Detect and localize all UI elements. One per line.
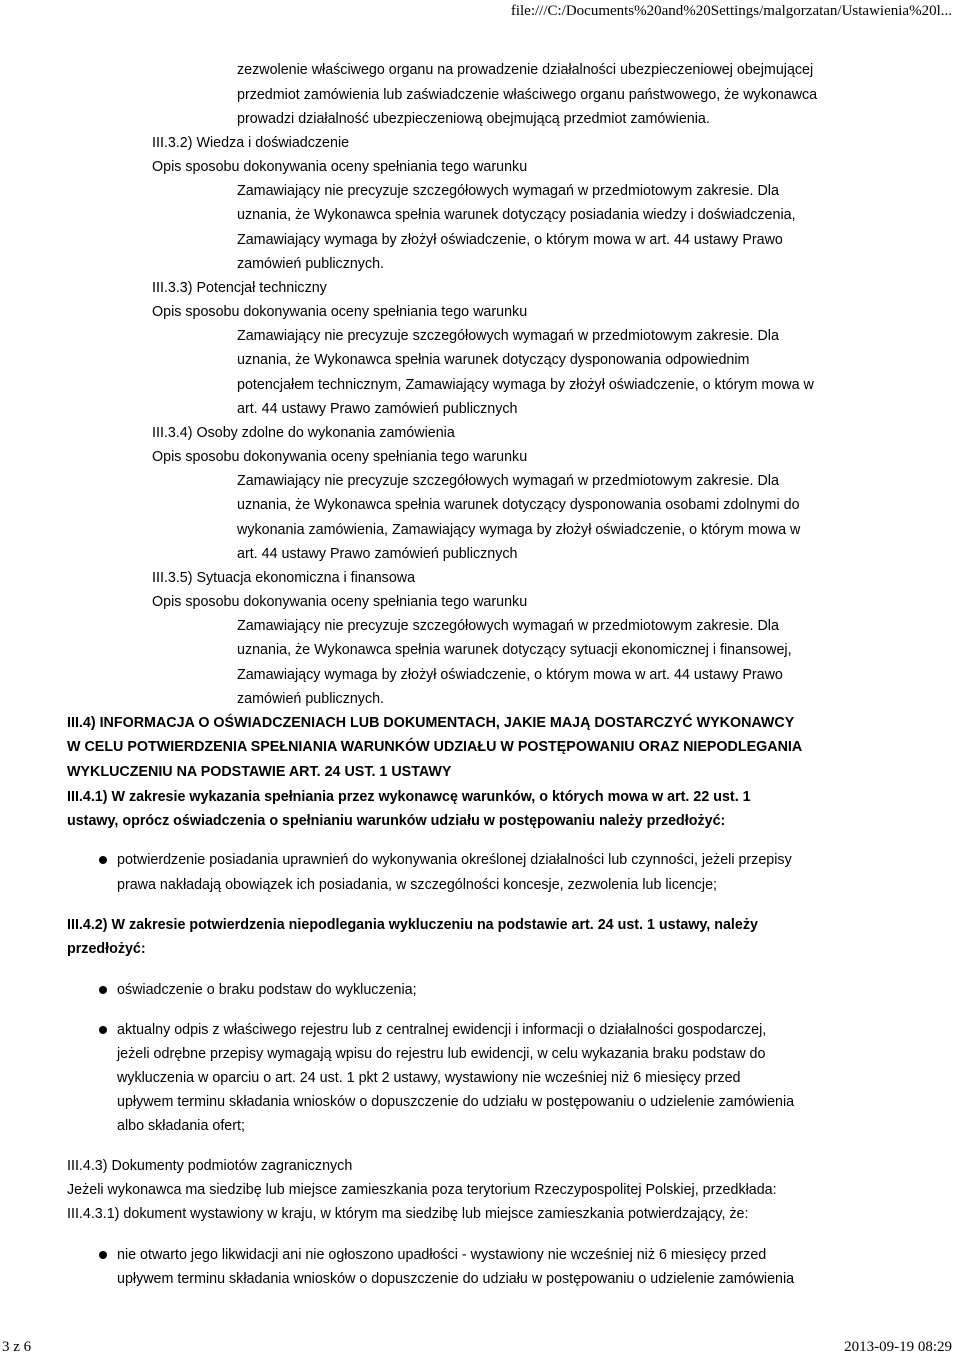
text-line: przedmiot zamówienia lub zaświadczenie właściwego organu państwowego, że wykonawca bbox=[237, 87, 818, 103]
text-line: uznania, że Wykonawca spełnia warunek dotyczący dysponowania odpowiednim bbox=[237, 352, 750, 368]
text-line: III.4.3.1) dokument wystawiony w kraju, w którym ma siedzibę lub miejsce zamieszkania potwierdzający, że: bbox=[67, 1206, 749, 1222]
section-heading: W CELU POTWIERDZENIA SPEŁNIANIA WARUNKÓW UDZIAŁU W POSTĘPOWANIU ORAZ NIEPODLEGANIA bbox=[67, 739, 803, 755]
section-heading: III.3.2) Wiedza i doświadczenie bbox=[152, 135, 350, 151]
text-line: uznania, że Wykonawca spełnia warunek dotyczący dysponowania osobami zdolnymi do bbox=[237, 497, 800, 513]
text-line: zamówień publicznych. bbox=[237, 256, 385, 272]
subsection-heading: Opis sposobu dokonywania oceny spełniania tego warunku bbox=[152, 594, 528, 610]
text-line: prowadzi działalność ubezpieczeniową obejmującą przedmiot zamówienia. bbox=[237, 111, 710, 127]
page-number: 3 z 6 bbox=[2, 1339, 32, 1355]
text-line: Zamawiający nie precyzuje szczegółowych wymagań w przedmiotowym zakresie. Dla bbox=[237, 328, 779, 344]
section-heading: przedłożyć: bbox=[67, 941, 146, 957]
list-item: prawa nakładają obowiązek ich posiadania, w szczególności koncesje, zezwolenia lub licencje; bbox=[117, 877, 718, 893]
text-line: Zamawiający nie precyzuje szczegółowych wymagań w przedmiotowym zakresie. Dla bbox=[237, 183, 779, 199]
section-heading: III.4.1) W zakresie wykazania spełniania przez wykonawcę warunków, o których mowa w art. 22 ust. 1 bbox=[67, 789, 751, 805]
section-heading: III.4.3) Dokumenty podmiotów zagranicznych bbox=[67, 1158, 353, 1174]
text-line: Zamawiający nie precyzuje szczegółowych wymagań w przedmiotowym zakresie. Dla bbox=[237, 473, 779, 489]
bullet-icon bbox=[99, 986, 107, 994]
section-heading: III.4) INFORMACJA O OŚWIADCZENIACH LUB DOKUMENTACH, JAKIE MAJĄ DOSTARCZYĆ WYKONAWCY bbox=[67, 715, 795, 731]
section-heading: WYKLUCZENIU NA PODSTAWIE ART. 24 UST. 1 USTAWY bbox=[67, 764, 452, 780]
list-item: upływem terminu składania wniosków o dopuszczenie do udziału w postępowaniu o udzielenie zamówienia bbox=[117, 1271, 795, 1287]
section-heading: III.3.5) Sytuacja ekonomiczna i finansowa bbox=[152, 570, 416, 586]
text-line: zamówień publicznych. bbox=[237, 691, 385, 707]
bullet-icon bbox=[99, 1026, 107, 1034]
section-heading: III.3.3) Potencjał techniczny bbox=[152, 280, 327, 296]
list-item: potwierdzenie posiadania uprawnień do wykonywania określonej działalności lub czynności, jeżeli przepisy bbox=[117, 852, 792, 868]
bullet-icon bbox=[99, 856, 107, 864]
text-line: Zamawiający wymaga by złożył oświadczenie, o którym mowa w art. 44 ustawy Prawo bbox=[237, 232, 783, 248]
text-line: zezwolenie właściwego organu na prowadzenie działalności ubezpieczeniowej obejmującej bbox=[237, 62, 814, 78]
list-item: upływem terminu składania wniosków o dopuszczenie do udziału w postępowaniu o udzielenie zamówienia bbox=[117, 1094, 795, 1110]
file-path-header: file:///C:/Documents%20and%20Settings/malgorzatan/Ustawienia%20l... bbox=[510, 3, 952, 19]
list-item: aktualny odpis z właściwego rejestru lub z centralnej ewidencji i informacji o działalności gospodarczej, bbox=[117, 1022, 767, 1038]
list-item: jeżeli odrębne przepisy wymagają wpisu do rejestru lub ewidencji, w celu wykazania braku podstaw do bbox=[117, 1046, 766, 1062]
subsection-heading: Opis sposobu dokonywania oceny spełniania tego warunku bbox=[152, 159, 528, 175]
text-line: Zamawiający wymaga by złożył oświadczenie, o którym mowa w art. 44 ustawy Prawo bbox=[237, 667, 783, 683]
text-line: potencjałem technicznym, Zamawiający wymaga by złożył oświadczenie, o którym mowa w bbox=[237, 377, 814, 393]
text-line: wykonania zamówienia, Zamawiający wymaga by złożył oświadczenie, o którym mowa w bbox=[237, 522, 801, 538]
print-datetime: 2013-09-19 08:29 bbox=[844, 1339, 952, 1355]
bullet-icon bbox=[99, 1251, 107, 1259]
list-item: wykluczenia w oparciu o art. 24 ust. 1 pkt 2 ustawy, wystawiony nie wcześniej niż 6 miesięcy przed bbox=[117, 1070, 741, 1086]
subsection-heading: Opis sposobu dokonywania oceny spełniania tego warunku bbox=[152, 449, 528, 465]
text-line: uznania, że Wykonawca spełnia warunek dotyczący posiadania wiedzy i doświadczenia, bbox=[237, 207, 796, 223]
text-line: art. 44 ustawy Prawo zamówień publicznych bbox=[237, 546, 518, 562]
text-line: Jeżeli wykonawca ma siedzibę lub miejsce zamieszkania poza terytorium Rzeczypospolitej Polskiej, przedkłada: bbox=[67, 1182, 777, 1198]
text-line: uznania, że Wykonawca spełnia warunek dotyczący sytuacji ekonomicznej i finansowej, bbox=[237, 642, 792, 658]
section-heading: ustawy, oprócz oświadczenia o spełnianiu warunków udziału w postępowaniu należy przedłożyć: bbox=[67, 813, 726, 829]
list-item: nie otwarto jego likwidacji ani nie ogłoszono upadłości - wystawiony nie wcześniej niż 6 miesięcy przed bbox=[117, 1247, 767, 1263]
section-heading: III.4.2) W zakresie potwierdzenia niepodlegania wykluczeniu na podstawie art. 24 ust. 1 ustawy, należy bbox=[67, 917, 758, 933]
list-item: albo składania ofert; bbox=[117, 1118, 245, 1134]
section-heading: III.3.4) Osoby zdolne do wykonania zamówienia bbox=[152, 425, 455, 441]
list-item: oświadczenie o braku podstaw do wykluczenia; bbox=[117, 982, 417, 998]
text-line: Zamawiający nie precyzuje szczegółowych wymagań w przedmiotowym zakresie. Dla bbox=[237, 618, 779, 634]
text-line: art. 44 ustawy Prawo zamówień publicznych bbox=[237, 401, 518, 417]
subsection-heading: Opis sposobu dokonywania oceny spełniania tego warunku bbox=[152, 304, 528, 320]
